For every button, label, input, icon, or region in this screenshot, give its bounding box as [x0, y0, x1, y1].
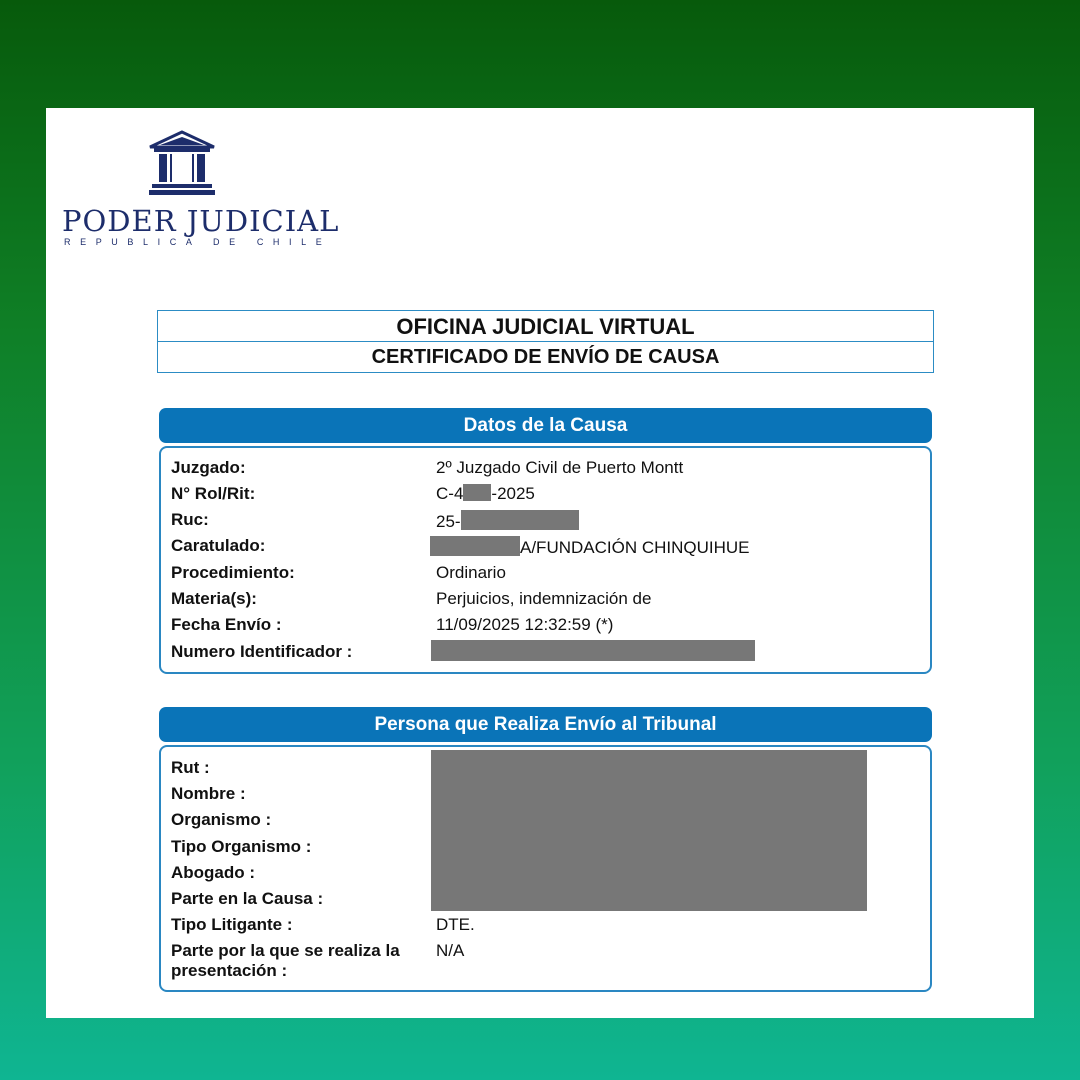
field-label: Abogado :: [171, 863, 256, 882]
redaction-block: [431, 750, 867, 911]
field-label: Rut :: [171, 758, 210, 777]
field-value: 2º Juzgado Civil de Puerto Montt: [436, 458, 684, 477]
field-label: Procedimiento:: [171, 563, 295, 582]
field-value: DTE.: [436, 915, 475, 934]
field-value: Perjuicios, indemnización de: [436, 589, 652, 608]
certificate-sheet: [46, 108, 1034, 1018]
section-body-causa: [159, 446, 932, 674]
redaction-block: [461, 510, 579, 530]
field-label: Materia(s):: [171, 589, 257, 608]
field-label: Nombre :: [171, 784, 246, 803]
courthouse-icon: [148, 130, 216, 198]
value-text: A/FUNDACIÓN CHINQUIHUE: [520, 538, 750, 557]
field-label: Tipo Organismo :: [171, 837, 312, 856]
value-prefix: C-4: [436, 484, 464, 503]
section-body-persona: [159, 745, 932, 992]
section-heading-causa: Datos de la Causa: [159, 408, 932, 443]
page-title: OFICINA JUDICIAL VIRTUAL: [158, 311, 933, 342]
field-label: Parte en la Causa :: [171, 889, 324, 908]
field-label: Juzgado:: [171, 458, 246, 477]
field-label: Numero Identificador :: [171, 642, 353, 661]
logo-name: PODER JUDICIAL: [62, 204, 340, 238]
value-prefix: 25-: [436, 512, 461, 531]
redaction-block: [430, 536, 520, 556]
field-value: Ordinario: [436, 563, 506, 582]
field-label: Caratulado:: [171, 536, 266, 555]
section-heading-persona: Persona que Realiza Envío al Tribunal: [159, 707, 932, 742]
value-suffix: -2025: [491, 484, 535, 503]
field-value: 11/09/2025 12:32:59 (*): [436, 615, 614, 634]
title-box: [157, 310, 934, 373]
redaction-block: [431, 640, 755, 661]
field-label: Parte por la que se realiza la presentación :: [171, 941, 400, 980]
field-label: Fecha Envío :: [171, 615, 282, 634]
field-value: [436, 484, 535, 504]
page-subtitle: CERTIFICADO DE ENVÍO DE CAUSA: [371, 346, 720, 368]
field-value: [436, 510, 579, 532]
field-label: N° Rol/Rit:: [171, 484, 256, 503]
field-value: [430, 536, 750, 558]
logo-subtitle: REPUBLICA DE CHILE: [64, 237, 332, 247]
field-label: Ruc:: [171, 510, 209, 529]
poder-judicial-logo: [62, 130, 340, 250]
field-label: Organismo :: [171, 810, 272, 829]
field-label: Tipo Litigante :: [171, 915, 293, 934]
redaction-block: [463, 484, 491, 501]
field-value: N/A: [436, 941, 465, 960]
